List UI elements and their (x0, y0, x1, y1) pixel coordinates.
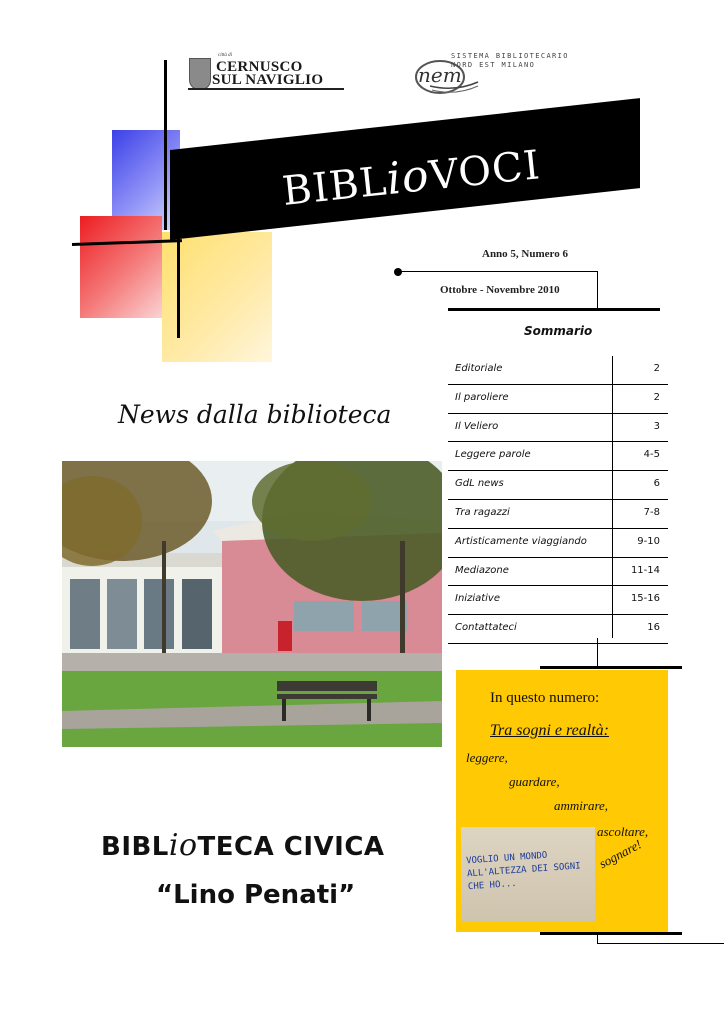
masthead-title-part3: VOCI (426, 142, 543, 200)
highlight-intro: In questo numero: (490, 690, 600, 706)
decor-dot-line (400, 271, 598, 272)
sommario-title: Sommario (524, 324, 593, 338)
toc-page: 6 (653, 478, 660, 490)
toc-row (448, 586, 668, 615)
toc-page: 7-8 (643, 506, 660, 518)
library-subtitle: “Lino Penati” (156, 880, 356, 910)
masthead-title-part1: BIBL (280, 158, 390, 216)
library-name (101, 828, 385, 863)
toc-page: 2 (653, 391, 660, 403)
decor-dot-line-vertical (597, 271, 598, 309)
decor-red-square (80, 216, 162, 318)
toc-page: 2 (653, 363, 660, 374)
decor-vertical-line (164, 60, 167, 230)
toc-row (448, 442, 668, 471)
comune-name-line2: SUL NAVIGLIO (212, 72, 324, 88)
table-of-contents (448, 356, 668, 644)
toc-row (448, 414, 668, 443)
toc-page: 11-14 (630, 564, 660, 576)
masthead-title-io: io (384, 149, 432, 206)
toc-page: 15-16 (630, 593, 660, 605)
toc-page: 3 (653, 420, 660, 432)
highlight-word: ammirare, (554, 798, 609, 813)
issue-number: Anno 5, Numero 6 (482, 248, 568, 260)
toc-label: Iniziative (455, 593, 500, 605)
toc-row (448, 471, 668, 500)
issue-period: Ottobre - Novembre 2010 (440, 284, 560, 296)
highlight-word: sognare! (596, 836, 644, 872)
graffiti-text: VOGLIO UN MONDO ALL'ALTEZZA DEI SOGNI CHE HO... (465, 850, 581, 893)
toc-row (448, 356, 668, 385)
toc-row (448, 500, 668, 529)
toc-label: Tra ragazzi (455, 506, 510, 518)
decor-box-bottom-line (597, 943, 724, 944)
toc-label: GdL news (455, 478, 504, 490)
decor-box-top-rule (540, 666, 682, 669)
comune-crest-icon (189, 58, 211, 90)
highlight-word: ascoltare, (597, 824, 649, 839)
toc-label: Il paroliere (455, 391, 509, 403)
toc-row (448, 615, 668, 644)
library-name-part3: TECA CIVICA (197, 832, 385, 862)
graffiti-photo (461, 827, 595, 921)
toc-row (448, 558, 668, 587)
highlight-word: guardare, (509, 774, 560, 789)
toc-label: Artisticamente viaggiando (455, 535, 587, 547)
toc-row (448, 385, 668, 414)
toc-label: Leggere parole (455, 449, 531, 461)
library-name-part1: BIBL (101, 832, 169, 862)
library-building-photo (62, 461, 442, 747)
decor-box-bottom-rule (540, 932, 682, 935)
decor-box-connector (597, 638, 598, 668)
toc-label: Mediazone (455, 564, 509, 576)
toc-page: 9-10 (637, 535, 660, 547)
toc-row (448, 529, 668, 558)
highlight-headline: Tra sogni e realtà: (490, 722, 609, 739)
sommario-rule (448, 308, 660, 311)
news-heading: News dalla biblioteca (118, 400, 392, 429)
toc-label: Contattateci (455, 622, 517, 634)
nem-logo-text: nem (418, 63, 462, 87)
toc-label: Il Veliero (455, 420, 499, 432)
comune-name-line1: CERNUSCO (216, 59, 303, 75)
comune-small-label: città di (218, 53, 233, 58)
highlight-word: leggere, (466, 750, 508, 765)
sistema-line2: NORD EST MILANO (451, 61, 536, 69)
comune-rule (188, 88, 344, 90)
toc-page: 4-5 (643, 449, 660, 461)
toc-page: 16 (647, 622, 660, 634)
library-name-io: io (168, 828, 198, 863)
decor-dot (394, 268, 402, 276)
toc-label: Editoriale (455, 363, 503, 374)
sistema-line1: SISTEMA BIBLIOTECARIO (451, 52, 569, 60)
